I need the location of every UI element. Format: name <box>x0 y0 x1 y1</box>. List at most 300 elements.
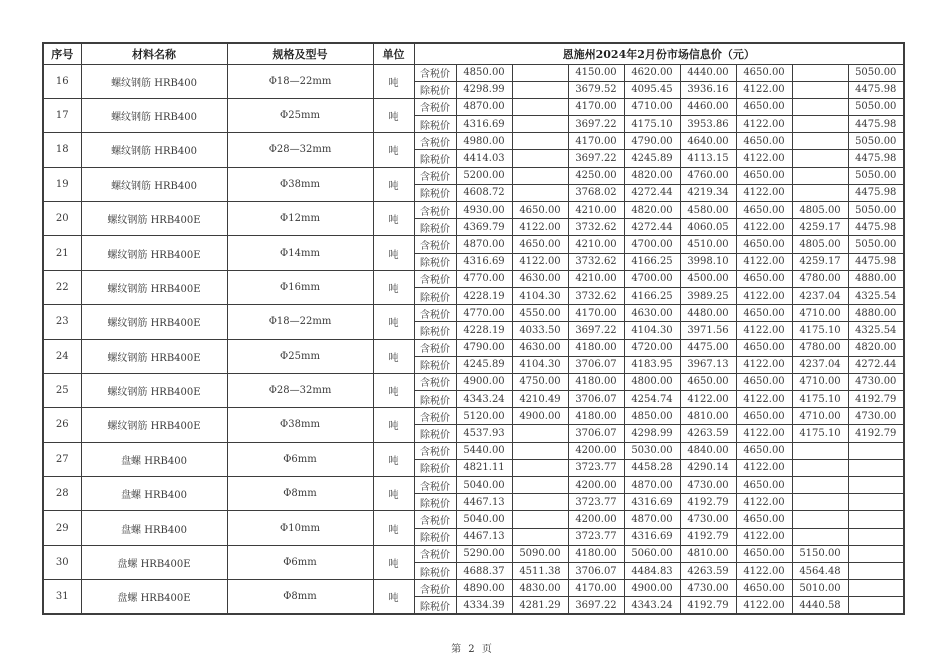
price-cell: 4180.00 <box>568 339 624 356</box>
price-cell: 4650.00 <box>736 305 792 322</box>
price-cell: 4820.00 <box>848 339 904 356</box>
price-cell: 5150.00 <box>792 545 848 562</box>
price-cell: 5200.00 <box>456 167 512 184</box>
spec-cell: Φ10mm <box>227 511 373 545</box>
tax-label-cell: 除税价 <box>414 322 456 339</box>
price-cell: 4730.00 <box>680 477 736 494</box>
price-cell: 5060.00 <box>624 545 680 562</box>
price-cell <box>792 511 848 528</box>
price-cell: 4840.00 <box>680 442 736 459</box>
header-material: 材料名称 <box>81 43 227 64</box>
price-cell: 4688.37 <box>456 562 512 579</box>
price-cell: 4122.00 <box>736 219 792 236</box>
unit-cell: 吨 <box>373 580 414 614</box>
price-cell: 3732.62 <box>568 287 624 304</box>
price-cell: 5120.00 <box>456 408 512 425</box>
price-cell: 4104.30 <box>512 356 568 373</box>
material-cell: 盘螺 HRB400 <box>81 477 227 511</box>
price-cell: 4770.00 <box>456 305 512 322</box>
price-cell: 4805.00 <box>792 236 848 253</box>
price-cell: 4650.00 <box>736 202 792 219</box>
material-cell: 螺纹钢筋 HRB400E <box>81 270 227 304</box>
price-cell: 3697.22 <box>568 597 624 614</box>
tax-label-cell: 含税价 <box>414 477 456 494</box>
price-cell: 4850.00 <box>456 64 512 81</box>
price-cell: 4880.00 <box>848 305 904 322</box>
price-cell: 4650.00 <box>736 442 792 459</box>
price-cell: 4710.00 <box>792 305 848 322</box>
price-cell: 4810.00 <box>680 545 736 562</box>
price-cell: 4630.00 <box>512 339 568 356</box>
price-cell: 4511.38 <box>512 562 568 579</box>
price-cell: 3723.77 <box>568 528 624 545</box>
material-cell: 螺纹钢筋 HRB400E <box>81 202 227 236</box>
header-seq: 序号 <box>43 43 81 64</box>
price-cell: 4820.00 <box>624 167 680 184</box>
price-cell: 4730.00 <box>848 408 904 425</box>
price-cell: 4650.00 <box>680 373 736 390</box>
price-cell: 4870.00 <box>456 98 512 115</box>
unit-cell: 吨 <box>373 477 414 511</box>
material-cell: 螺纹钢筋 HRB400E <box>81 236 227 270</box>
price-cell: 4650.00 <box>736 133 792 150</box>
price-cell: 4980.00 <box>456 133 512 150</box>
price-cell <box>848 545 904 562</box>
spec-cell: Φ8mm <box>227 477 373 511</box>
spec-cell: Φ16mm <box>227 270 373 304</box>
price-cell: 4475.98 <box>848 253 904 270</box>
unit-cell: 吨 <box>373 511 414 545</box>
price-cell: 4710.00 <box>792 373 848 390</box>
price-cell: 4200.00 <box>568 477 624 494</box>
table-row-with-tax <box>43 305 904 322</box>
table-row-with-tax <box>43 408 904 425</box>
price-cell: 4650.00 <box>736 373 792 390</box>
price-cell: 4890.00 <box>456 580 512 597</box>
unit-cell: 吨 <box>373 202 414 236</box>
spec-cell: Φ28—32mm <box>227 373 373 407</box>
price-cell <box>512 116 568 133</box>
tax-label-cell: 含税价 <box>414 339 456 356</box>
material-cell: 盘螺 HRB400 <box>81 511 227 545</box>
price-cell: 5010.00 <box>792 580 848 597</box>
seq-cell: 23 <box>43 305 81 339</box>
header-row <box>43 43 904 64</box>
price-cell: 4608.72 <box>456 184 512 201</box>
price-cell: 4334.39 <box>456 597 512 614</box>
price-cell: 4192.79 <box>680 494 736 511</box>
price-table-body <box>43 64 904 614</box>
price-cell: 3971.56 <box>680 322 736 339</box>
seq-cell: 27 <box>43 442 81 476</box>
price-cell: 5040.00 <box>456 477 512 494</box>
tax-label-cell: 含税价 <box>414 305 456 322</box>
price-cell: 4630.00 <box>624 305 680 322</box>
material-cell: 螺纹钢筋 HRB400 <box>81 98 227 132</box>
tax-label-cell: 除税价 <box>414 219 456 236</box>
price-cell: 4650.00 <box>736 580 792 597</box>
price-cell: 4122.00 <box>736 391 792 408</box>
seq-cell: 21 <box>43 236 81 270</box>
tax-label-cell: 除税价 <box>414 253 456 270</box>
tax-label-cell: 除税价 <box>414 81 456 98</box>
price-cell: 4122.00 <box>736 356 792 373</box>
price-cell: 3706.07 <box>568 425 624 442</box>
price-cell <box>792 528 848 545</box>
price-cell: 4790.00 <box>456 339 512 356</box>
price-cell: 5050.00 <box>848 167 904 184</box>
price-cell: 4122.00 <box>512 253 568 270</box>
seq-cell: 31 <box>43 580 81 614</box>
price-cell <box>848 597 904 614</box>
price-cell: 4484.83 <box>624 562 680 579</box>
price-cell: 4770.00 <box>456 270 512 287</box>
spec-cell: Φ38mm <box>227 408 373 442</box>
price-cell: 4200.00 <box>568 511 624 528</box>
table-row-with-tax <box>43 545 904 562</box>
header-unit: 单位 <box>373 43 414 64</box>
price-cell: 4316.69 <box>456 116 512 133</box>
price-cell: 4180.00 <box>568 373 624 390</box>
price-cell: 4650.00 <box>736 167 792 184</box>
price-cell: 4122.00 <box>736 562 792 579</box>
price-cell <box>512 494 568 511</box>
price-cell: 3679.52 <box>568 81 624 98</box>
price-cell: 4316.69 <box>456 253 512 270</box>
price-cell: 4805.00 <box>792 202 848 219</box>
price-cell <box>792 184 848 201</box>
price-cell: 4650.00 <box>736 236 792 253</box>
price-cell: 4272.44 <box>624 219 680 236</box>
material-cell: 螺纹钢筋 HRB400E <box>81 373 227 407</box>
price-cell <box>792 167 848 184</box>
price-cell: 4250.00 <box>568 167 624 184</box>
price-cell: 4113.15 <box>680 150 736 167</box>
material-cell: 盘螺 HRB400E <box>81 545 227 579</box>
price-cell: 4259.17 <box>792 219 848 236</box>
price-cell <box>792 133 848 150</box>
unit-cell: 吨 <box>373 373 414 407</box>
unit-cell: 吨 <box>373 98 414 132</box>
price-cell <box>512 64 568 81</box>
price-cell <box>848 580 904 597</box>
seq-cell: 29 <box>43 511 81 545</box>
price-cell <box>792 116 848 133</box>
price-cell: 4900.00 <box>456 373 512 390</box>
tax-label-cell: 含税价 <box>414 442 456 459</box>
price-cell: 4640.00 <box>680 133 736 150</box>
spec-cell: Φ12mm <box>227 202 373 236</box>
spec-cell: Φ28—32mm <box>227 133 373 167</box>
price-cell: 4900.00 <box>512 408 568 425</box>
price-cell: 4730.00 <box>680 511 736 528</box>
price-cell: 4290.14 <box>680 459 736 476</box>
table-row-with-tax <box>43 98 904 115</box>
spec-cell: Φ6mm <box>227 545 373 579</box>
price-cell: 4870.00 <box>624 477 680 494</box>
table-row-with-tax <box>43 442 904 459</box>
unit-cell: 吨 <box>373 236 414 270</box>
seq-cell: 30 <box>43 545 81 579</box>
price-cell: 3768.02 <box>568 184 624 201</box>
tax-label-cell: 除税价 <box>414 425 456 442</box>
tax-label-cell: 含税价 <box>414 373 456 390</box>
price-cell: 5090.00 <box>512 545 568 562</box>
header-spec: 规格及型号 <box>227 43 373 64</box>
tax-label-cell: 除税价 <box>414 562 456 579</box>
price-cell: 4900.00 <box>624 580 680 597</box>
price-cell: 4343.24 <box>624 597 680 614</box>
price-cell: 4730.00 <box>680 580 736 597</box>
price-cell: 4298.99 <box>456 81 512 98</box>
price-cell: 4183.95 <box>624 356 680 373</box>
price-cell <box>848 459 904 476</box>
price-cell: 4475.00 <box>680 339 736 356</box>
price-cell <box>792 442 848 459</box>
price-cell: 4475.98 <box>848 150 904 167</box>
price-cell: 4650.00 <box>736 64 792 81</box>
price-cell <box>848 494 904 511</box>
price-cell: 3706.07 <box>568 562 624 579</box>
price-cell: 4122.00 <box>736 425 792 442</box>
price-cell: 4245.89 <box>456 356 512 373</box>
price-cell: 3723.77 <box>568 459 624 476</box>
seq-cell: 18 <box>43 133 81 167</box>
table-row-with-tax <box>43 133 904 150</box>
price-cell: 4122.00 <box>736 253 792 270</box>
tax-label-cell: 除税价 <box>414 597 456 614</box>
page-footer: 第 2 页 <box>451 644 494 655</box>
price-cell: 4192.79 <box>680 528 736 545</box>
spec-cell: Φ25mm <box>227 339 373 373</box>
price-cell: 4122.00 <box>736 528 792 545</box>
price-cell: 4467.13 <box>456 494 512 511</box>
price-cell: 4760.00 <box>680 167 736 184</box>
unit-cell: 吨 <box>373 545 414 579</box>
price-cell: 5050.00 <box>848 64 904 81</box>
tax-label-cell: 除税价 <box>414 528 456 545</box>
table-row-with-tax <box>43 167 904 184</box>
header-price-group: 恩施州2024年2月份市场信息价（元） <box>414 43 904 64</box>
price-cell: 4122.00 <box>736 494 792 511</box>
price-cell: 4122.00 <box>512 219 568 236</box>
price-cell <box>512 150 568 167</box>
price-cell: 4095.45 <box>624 81 680 98</box>
price-cell: 5050.00 <box>848 236 904 253</box>
price-cell: 5050.00 <box>848 133 904 150</box>
seq-cell: 22 <box>43 270 81 304</box>
price-cell: 4620.00 <box>624 64 680 81</box>
price-cell: 4228.19 <box>456 287 512 304</box>
seq-cell: 28 <box>43 477 81 511</box>
price-cell: 4440.00 <box>680 64 736 81</box>
price-cell: 4880.00 <box>848 270 904 287</box>
material-cell: 盘螺 HRB400E <box>81 580 227 614</box>
material-cell: 螺纹钢筋 HRB400E <box>81 408 227 442</box>
price-cell: 4700.00 <box>624 236 680 253</box>
price-cell: 4263.59 <box>680 425 736 442</box>
tax-label-cell: 含税价 <box>414 202 456 219</box>
price-cell <box>792 459 848 476</box>
price-cell: 4104.30 <box>512 287 568 304</box>
price-cell: 3967.13 <box>680 356 736 373</box>
price-cell <box>792 64 848 81</box>
price-cell: 4780.00 <box>792 339 848 356</box>
price-cell: 4122.00 <box>736 287 792 304</box>
tax-label-cell: 含税价 <box>414 511 456 528</box>
price-cell: 4122.00 <box>736 597 792 614</box>
tax-label-cell: 含税价 <box>414 270 456 287</box>
unit-cell: 吨 <box>373 167 414 201</box>
material-cell: 螺纹钢筋 HRB400 <box>81 64 227 98</box>
price-cell <box>792 98 848 115</box>
price-cell: 4650.00 <box>736 270 792 287</box>
tax-label-cell: 除税价 <box>414 494 456 511</box>
price-cell <box>792 494 848 511</box>
unit-cell: 吨 <box>373 339 414 373</box>
price-cell: 5050.00 <box>848 98 904 115</box>
price-cell: 4104.30 <box>624 322 680 339</box>
price-cell <box>792 477 848 494</box>
price-cell: 4192.79 <box>848 391 904 408</box>
price-cell: 4821.11 <box>456 459 512 476</box>
tax-label-cell: 含税价 <box>414 64 456 81</box>
price-cell: 3732.62 <box>568 219 624 236</box>
price-cell: 3732.62 <box>568 253 624 270</box>
price-cell <box>512 184 568 201</box>
price-cell: 4237.04 <box>792 356 848 373</box>
price-cell: 4210.00 <box>568 202 624 219</box>
price-cell: 5290.00 <box>456 545 512 562</box>
price-cell: 4175.10 <box>792 425 848 442</box>
price-cell: 4550.00 <box>512 305 568 322</box>
price-cell <box>848 477 904 494</box>
price-cell: 4475.98 <box>848 219 904 236</box>
spec-cell: Φ8mm <box>227 580 373 614</box>
price-cell: 4810.00 <box>680 408 736 425</box>
price-cell: 4033.50 <box>512 322 568 339</box>
spec-cell: Φ18—22mm <box>227 64 373 98</box>
price-cell: 4210.00 <box>568 270 624 287</box>
spec-cell: Φ14mm <box>227 236 373 270</box>
seq-cell: 24 <box>43 339 81 373</box>
tax-label-cell: 含税价 <box>414 545 456 562</box>
tax-label-cell: 除税价 <box>414 356 456 373</box>
price-table-wrap <box>42 42 905 615</box>
unit-cell: 吨 <box>373 305 414 339</box>
price-cell: 4820.00 <box>624 202 680 219</box>
table-row-with-tax <box>43 202 904 219</box>
tax-label-cell: 含税价 <box>414 133 456 150</box>
price-cell: 4343.24 <box>456 391 512 408</box>
price-cell: 4122.00 <box>736 81 792 98</box>
price-cell: 4850.00 <box>624 408 680 425</box>
price-cell: 4170.00 <box>568 98 624 115</box>
tax-label-cell: 含税价 <box>414 236 456 253</box>
price-cell: 4500.00 <box>680 270 736 287</box>
price-cell <box>512 528 568 545</box>
price-cell: 4750.00 <box>512 373 568 390</box>
price-cell: 4122.00 <box>736 150 792 167</box>
price-cell: 4228.19 <box>456 322 512 339</box>
price-cell: 4650.00 <box>736 545 792 562</box>
price-cell: 4316.69 <box>624 494 680 511</box>
spec-cell: Φ38mm <box>227 167 373 201</box>
price-cell <box>792 81 848 98</box>
tax-label-cell: 除税价 <box>414 184 456 201</box>
price-cell: 3936.16 <box>680 81 736 98</box>
spec-cell: Φ18—22mm <box>227 305 373 339</box>
seq-cell: 16 <box>43 64 81 98</box>
price-cell: 4475.98 <box>848 81 904 98</box>
material-cell: 螺纹钢筋 HRB400 <box>81 133 227 167</box>
price-cell: 4122.00 <box>736 116 792 133</box>
price-cell <box>848 511 904 528</box>
seq-cell: 17 <box>43 98 81 132</box>
price-cell <box>792 150 848 167</box>
price-cell: 5040.00 <box>456 511 512 528</box>
price-cell: 4467.13 <box>456 528 512 545</box>
price-cell <box>848 562 904 579</box>
price-cell: 4281.29 <box>512 597 568 614</box>
unit-cell: 吨 <box>373 133 414 167</box>
unit-cell: 吨 <box>373 64 414 98</box>
price-cell: 4263.59 <box>680 562 736 579</box>
price-cell: 4710.00 <box>624 98 680 115</box>
price-cell: 5440.00 <box>456 442 512 459</box>
table-header <box>43 43 904 64</box>
price-cell: 4630.00 <box>512 270 568 287</box>
price-cell: 4870.00 <box>456 236 512 253</box>
price-cell: 4175.10 <box>792 322 848 339</box>
price-cell: 4180.00 <box>568 408 624 425</box>
price-cell <box>512 133 568 150</box>
material-cell: 螺纹钢筋 HRB400E <box>81 339 227 373</box>
tax-label-cell: 含税价 <box>414 98 456 115</box>
price-cell: 4475.98 <box>848 116 904 133</box>
table-row-with-tax <box>43 64 904 81</box>
price-cell: 4325.54 <box>848 287 904 304</box>
price-cell: 4192.79 <box>680 597 736 614</box>
price-cell: 4237.04 <box>792 287 848 304</box>
table-row-with-tax <box>43 373 904 390</box>
seq-cell: 19 <box>43 167 81 201</box>
price-cell: 4790.00 <box>624 133 680 150</box>
price-cell: 4650.00 <box>736 408 792 425</box>
unit-cell: 吨 <box>373 408 414 442</box>
price-cell: 4369.79 <box>456 219 512 236</box>
price-cell: 4272.44 <box>624 184 680 201</box>
price-cell: 4219.34 <box>680 184 736 201</box>
price-cell: 4460.00 <box>680 98 736 115</box>
tax-label-cell: 除税价 <box>414 391 456 408</box>
price-cell: 4480.00 <box>680 305 736 322</box>
price-cell: 4150.00 <box>568 64 624 81</box>
table-row-with-tax <box>43 236 904 253</box>
price-cell: 4930.00 <box>456 202 512 219</box>
price-cell: 4180.00 <box>568 545 624 562</box>
price-cell: 4870.00 <box>624 511 680 528</box>
price-cell: 3989.25 <box>680 287 736 304</box>
price-cell: 4720.00 <box>624 339 680 356</box>
price-cell <box>848 442 904 459</box>
price-cell: 4510.00 <box>680 236 736 253</box>
price-cell: 4200.00 <box>568 442 624 459</box>
price-cell: 4170.00 <box>568 580 624 597</box>
table-row-with-tax <box>43 270 904 287</box>
seq-cell: 25 <box>43 373 81 407</box>
price-cell: 4650.00 <box>736 511 792 528</box>
